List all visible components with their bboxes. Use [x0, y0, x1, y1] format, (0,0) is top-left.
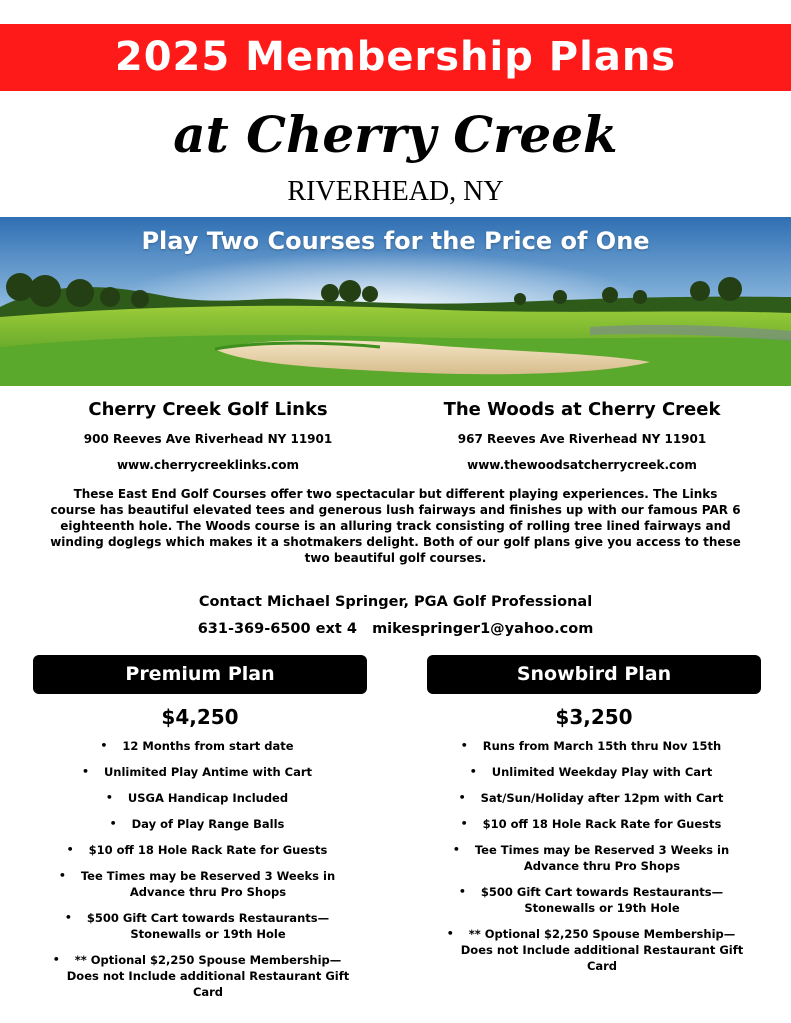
bullet-dot-icon: •: [446, 927, 454, 940]
contact-details: [0, 616, 791, 643]
plan-feature-item: [33, 952, 367, 1000]
bullet-dot-icon: •: [105, 791, 113, 804]
plan-feature-text: $10 off 18 Hole Rack Rate for Guests: [482, 817, 722, 831]
courses-description: These East End Golf Courses offer two spectacular but different playing experiences. The Links course has beautiful elevated tees and generous lush fairways and finishes up with our famous PAR 6 eighteenth hole. The Woods course is an alluring track consisting of rolling tree lined fairways and winding doglegs which makes it a shotmakers delight. Both of our golf plans give you access to these two beautiful golf courses.: [50, 487, 741, 565]
location-text: RIVERHEAD, NY: [287, 176, 504, 207]
contact-section: [0, 589, 791, 643]
plan-feature-text: Tee Times may be Reserved 3 Weeks in Advance thru Pro Shops: [80, 869, 336, 899]
bullet-dot-icon: •: [66, 843, 74, 856]
plan-feature-text: Tee Times may be Reserved 3 Weeks in Advance thru Pro Shops: [474, 843, 730, 873]
plan-feature-item: [427, 790, 761, 806]
plan-feature-text: ** Optional $2,250 Spouse Membership— Does not Include additional Restaurant Gift Card: [66, 953, 350, 999]
bullet-dot-icon: •: [452, 843, 460, 856]
course-address: 967 Reeves Ave Riverhead NY 11901: [457, 432, 707, 446]
plan-feature-item: [33, 790, 367, 806]
contact-phone[interactable]: 631-369-6500 ext 4: [197, 621, 357, 637]
plan-feature-text: USGA Handicap Included: [127, 791, 289, 805]
plan-feature-item: [427, 738, 761, 754]
plan-feature-text: ** Optional $2,250 Spouse Membership— Does not Include additional Restaurant Gift Card: [460, 927, 744, 973]
plan-feature-text: $500 Gift Cart towards Restaurants— Stonewalls or 19th Hole: [86, 911, 330, 941]
plan-feature-item: [427, 884, 761, 916]
plan-feature-list: [427, 738, 761, 974]
plan-feature-text: Sat/Sun/Holiday after 12pm with Cart: [480, 791, 724, 805]
plan-price: $3,250: [555, 705, 633, 729]
course-name: Cherry Creek Golf Links: [88, 399, 328, 420]
plan-header: Snowbird Plan: [427, 655, 761, 694]
plan-feature-text: Runs from March 15th thru Nov 15th: [482, 739, 722, 753]
plan-feature-item: [427, 926, 761, 974]
plan-header: Premium Plan: [33, 655, 367, 694]
bullet-dot-icon: •: [81, 765, 89, 778]
course-woods: [402, 397, 762, 478]
script-subtitle: at Cherry Creek: [173, 105, 618, 164]
plan-feature-item: [33, 764, 367, 780]
contact-name: Contact Michael Springer, PGA Golf Professional: [198, 594, 593, 610]
bullet-dot-icon: •: [64, 911, 72, 924]
hero-image: [0, 217, 791, 386]
course-address: 900 Reeves Ave Riverhead NY 11901: [83, 432, 333, 446]
plan-feature-item: [33, 910, 367, 942]
plan-feature-text: Unlimited Play Antime with Cart: [103, 765, 313, 779]
plan-feature-text: 12 Months from start date: [122, 739, 294, 753]
plan-feature-item: [33, 842, 367, 858]
bullet-dot-icon: •: [469, 765, 477, 778]
snowbird-plan: [427, 655, 761, 984]
bullet-dot-icon: •: [58, 869, 66, 882]
premium-plan: [33, 655, 367, 1010]
bullet-dot-icon: •: [460, 739, 468, 752]
plan-price: $4,250: [161, 705, 239, 729]
bullet-dot-icon: •: [458, 885, 466, 898]
plan-feature-text: Unlimited Weekday Play with Cart: [491, 765, 713, 779]
plan-feature-item: [427, 842, 761, 874]
title-banner: [0, 24, 791, 91]
plan-feature-item: [33, 868, 367, 900]
plan-feature-text: Day of Play Range Balls: [131, 817, 285, 831]
course-name: The Woods at Cherry Creek: [443, 399, 721, 420]
bullet-dot-icon: •: [460, 817, 468, 830]
bullet-dot-icon: •: [52, 953, 60, 966]
page-title: 2025 Membership Plans: [114, 34, 677, 80]
contact-email-link[interactable]: mikespringer1@yahoo.com: [372, 621, 594, 637]
plan-feature-item: [427, 764, 761, 780]
plan-feature-text: $10 off 18 Hole Rack Rate for Guests: [88, 843, 328, 857]
plan-feature-item: [33, 816, 367, 832]
hero-title: Play Two Courses for the Price of One: [141, 227, 650, 255]
plan-feature-item: [33, 738, 367, 754]
bullet-dot-icon: •: [100, 739, 108, 752]
plan-feature-item: [427, 816, 761, 832]
course-website-link[interactable]: www.thewoodsatcherrycreek.com: [467, 458, 697, 472]
plan-feature-text: $500 Gift Cart towards Restaurants— Stonewalls or 19th Hole: [480, 885, 724, 915]
course-links: [28, 397, 388, 478]
plan-feature-list: [33, 738, 367, 1000]
bullet-dot-icon: •: [109, 817, 117, 830]
course-website-link[interactable]: www.cherrycreeklinks.com: [116, 458, 300, 472]
bullet-dot-icon: •: [458, 791, 466, 804]
